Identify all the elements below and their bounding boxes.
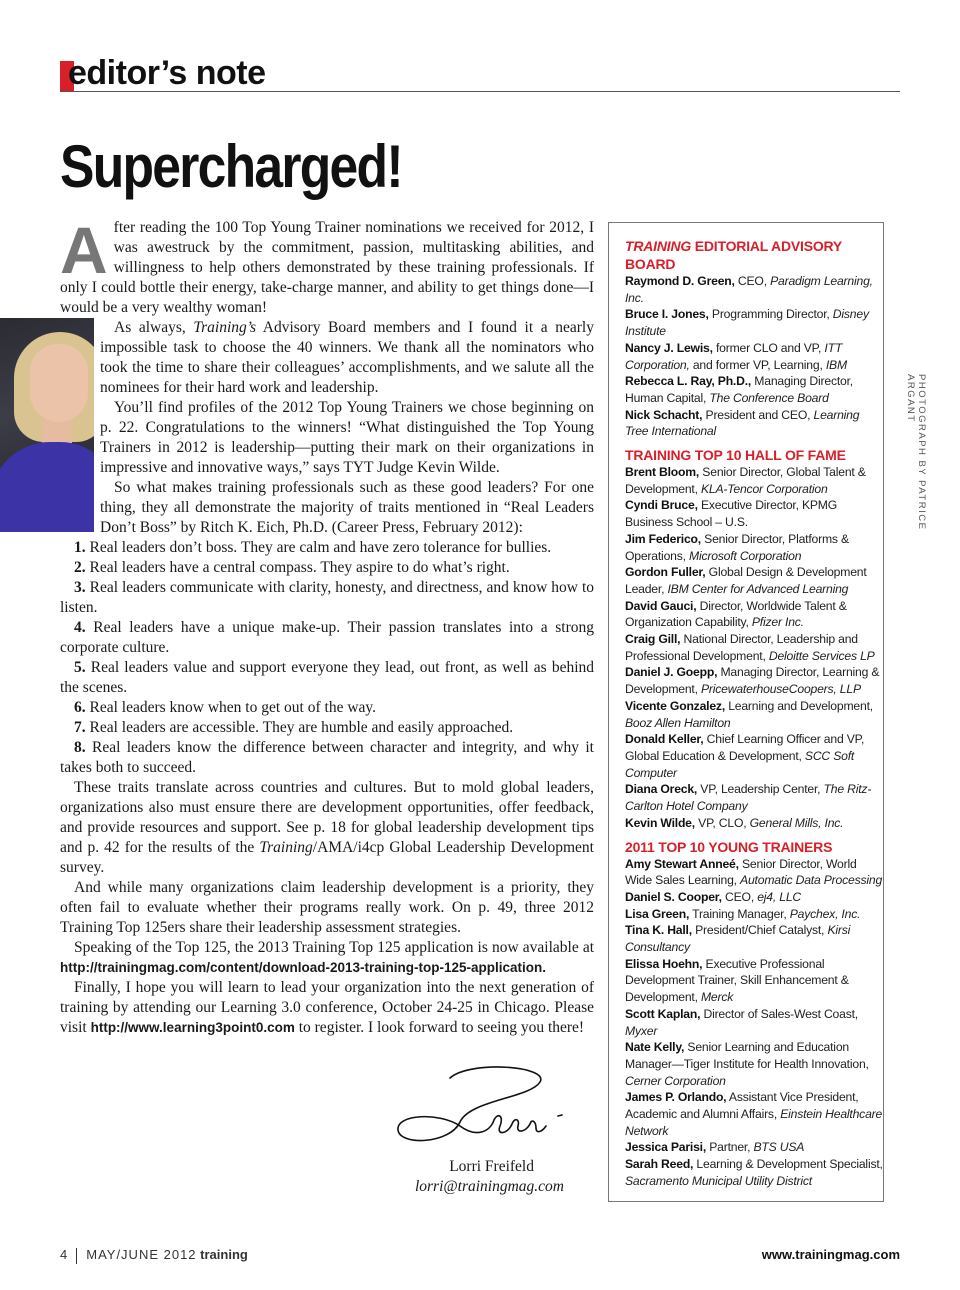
article-paragraph: Finally, I hope you will learn to lead your organization into the next generation of training by attending our Learning 3.0 conference, October 24-25 in Chicago. Please visit http://www.learning3point0.com to register. I look forward to seeing you there!	[60, 979, 594, 1036]
trait-item: 4. Real leaders have a unique make-up. Their passion translates into a strong corporate culture.	[60, 619, 594, 656]
member-entry: Nick Schacht, President and CEO, Learning Tree International	[625, 407, 860, 439]
member-entry: Nancy J. Lewis, former CLO and VP, ITT Corporation, and former VP, Learning, IBM	[625, 340, 847, 372]
member-entry: Elissa Hoehn, Executive Professional Development Trainer, Skill Enhancement & Development, Merck	[625, 956, 849, 1005]
article-paragraph: After reading the 100 Top Young Trainer nominations we received for 2012, I was awestruck by the commitment, passion, multitasking abilities, and willingness to help others demonstrated by these training professionals. If only I could bottle their energy, take-charge manner, and ability to get things done—I would be a very wealthy woman!	[60, 213, 594, 316]
member-entry: Daniel S. Cooper, CEO, ej4, LLC	[625, 889, 802, 904]
advisory-board-heading: TRAINING EDITORIAL ADVISORY BOARD	[625, 238, 842, 272]
article-body	[60, 213, 595, 1038]
headline: Supercharged!	[60, 133, 402, 200]
trait-item: 7. Real leaders are accessible. They are humble and easily approached.	[74, 719, 514, 736]
hall-of-fame-list	[625, 464, 883, 831]
footer-url[interactable]: www.trainingmag.com	[761, 1247, 900, 1262]
handwritten-signature	[390, 1060, 590, 1160]
member-entry: Daniel J. Goepp, Managing Director, Learning & Development, PricewaterhouseCoopers, LLP	[625, 665, 880, 697]
trait-item: 6. Real leaders know when to get out of the way.	[74, 699, 377, 716]
section-title: editor’s note	[68, 54, 266, 92]
member-entry: Lisa Green, Training Manager, Paychex, Inc.	[625, 906, 861, 921]
member-entry: Craig Gill, National Director, Leadership and Professional Development, Deloitte Services LP	[625, 632, 875, 663]
young-trainers-list	[625, 856, 883, 1190]
member-entry: David Gauci, Director, Worldwide Talent & Organization Capability, Pfizer Inc.	[625, 598, 847, 630]
signature-name: Lorri Freifeld	[449, 1158, 534, 1175]
article-paragraph: As always, Training’s Advisory Board members and I found it a nearly impossible task to choose the 40 winners. We thank all the nominators who took the time to share their colleagues’ accomplishments, and we salute all the nominees for their hard work and leadership.	[100, 319, 594, 396]
member-entry: Donald Keller, Chief Learning Officer and VP, Global Education & Development, SCC Soft Computer	[625, 732, 865, 780]
page-number: 4	[60, 1247, 68, 1262]
dropcap: A	[60, 213, 108, 287]
article-paragraph: And while many organizations claim leadership development is a priority, they often fail to evaluate whether their programs really work. On p. 49, three 2012 Training Top 125ers share their leadership assessment strategies.	[60, 879, 594, 936]
trait-item: 3. Real leaders communicate with clarity, honesty, and directness, and know how to listen.	[60, 579, 595, 616]
issue-date: MAY/JUNE 2012	[86, 1247, 197, 1262]
member-entry: Diana Oreck, VP, Leadership Center, The Ritz-Carlton Hotel Company	[625, 782, 872, 814]
member-entry: Nate Kelly, Senior Learning and Education Manager—Tiger Institute for Health Innovation, Cerner Corporation	[625, 1040, 869, 1088]
member-entry: Gordon Fuller, Global Design & Development Leader, IBM Center for Advanced Learning	[625, 565, 867, 596]
member-entry: Jim Federico, Senior Director, Platforms & Operations, Microsoft Corporation	[625, 531, 849, 563]
member-entry: Sarah Reed, Learning & Development Specialist, Sacramento Municipal Utility District	[625, 1157, 883, 1188]
member-entry: James P. Orlando, Assistant Vice President, Academic and Alumni Affairs, Einstein Healthcare Network	[625, 1090, 883, 1138]
application-link[interactable]: http://trainingmag.com/content/download-2013-training-top-125-application.	[60, 960, 547, 975]
photo-credit: PHOTOGRAPH BY PATRICE ARGANT	[905, 374, 927, 531]
article-paragraph: Speaking of the Top 125, the 2013 Training Top 125 application is now available at http://trainingmag.com/content/download-2013-training-top-125-application.	[60, 939, 594, 975]
member-entry: Brent Bloom, Senior Director, Global Talent & Development, KLA-Tencor Corporation	[625, 465, 866, 496]
trait-item: 1. Real leaders don’t boss. They are calm and have zero tolerance for bullies.	[74, 539, 552, 556]
young-trainers-heading: 2011 TOP 10 YOUNG TRAINERS	[625, 838, 833, 855]
conference-link[interactable]: http://www.learning3point0.com	[90, 1020, 295, 1035]
trait-item: 5. Real leaders value and support everyone they lead, out front, as well as behind the scenes.	[60, 659, 595, 696]
member-entry: Rebecca L. Ray, Ph.D., Managing Director, Human Capital, The Conference Board	[625, 374, 853, 405]
article-paragraph: You’ll find profiles of the 2012 Top Young Trainers we chose beginning on p. 22. Congratulations to the winners! “What distinguished the Top Young Trainers in 2012 is leadership—putting their mark on their organizations in impressive and innovative ways,” says TYT Judge Kevin Wilde.	[100, 399, 594, 476]
member-entry: Scott Kaplan, Director of Sales-West Coast, Myxer	[625, 1006, 858, 1038]
member-entry: Kevin Wilde, VP, CLO, General Mills, Inc.	[625, 815, 844, 830]
member-entry: Cyndi Bruce, Executive Director, KPMG Business School – U.S.	[625, 498, 838, 530]
footer-left	[60, 1246, 248, 1264]
magazine-name: training	[200, 1247, 248, 1262]
member-entry: Vicente Gonzalez, Learning and Development, Booz Allen Hamilton	[625, 698, 873, 730]
member-entry: Jessica Parisi, Partner, BTS USA	[625, 1140, 805, 1155]
article-paragraph: These traits translate across countries and cultures. But to mold global leaders, organizations also must ensure there are development opportunities, offer feedback, and provide resources and support. See p. 18 for global leadership development tips and p. 42 for the results of the Training/AMA/i4cp Global Leadership Development survey.	[60, 779, 594, 876]
member-entry: Tina K. Hall, President/Chief Catalyst, Kirsi Consultancy	[625, 923, 851, 955]
member-entry: Bruce I. Jones, Programming Director, Disney Institute	[625, 307, 869, 339]
trait-item: 8. Real leaders know the difference between character and integrity, and why it takes both to succeed.	[60, 739, 594, 776]
advisory-board-list	[625, 273, 883, 440]
hall-of-fame-heading: TRAINING TOP 10 HALL OF FAME	[625, 447, 846, 464]
member-entry: Raymond D. Green, CEO, Paradigm Learning, Inc.	[625, 274, 873, 305]
signature-email[interactable]: lorri@trainingmag.com	[414, 1178, 564, 1195]
advisory-sidebar	[608, 222, 884, 1202]
section-header	[60, 55, 900, 92]
article-paragraph: So what makes training professionals such as these good leaders? For one thing, they all demonstrate the majority of traits mentioned in “Real Leaders Don’t Boss” by Ritch K. Eich, Ph.D. (Career Press, February 2012):	[100, 479, 594, 536]
trait-item: 2. Real leaders have a central compass. They aspire to do what’s right.	[74, 559, 510, 576]
member-entry: Amy Stewart Anneé, Senior Director, World Wide Sales Learning, Automatic Data Processing	[625, 856, 883, 888]
traits-list	[60, 538, 594, 778]
editor-photo	[0, 318, 94, 532]
